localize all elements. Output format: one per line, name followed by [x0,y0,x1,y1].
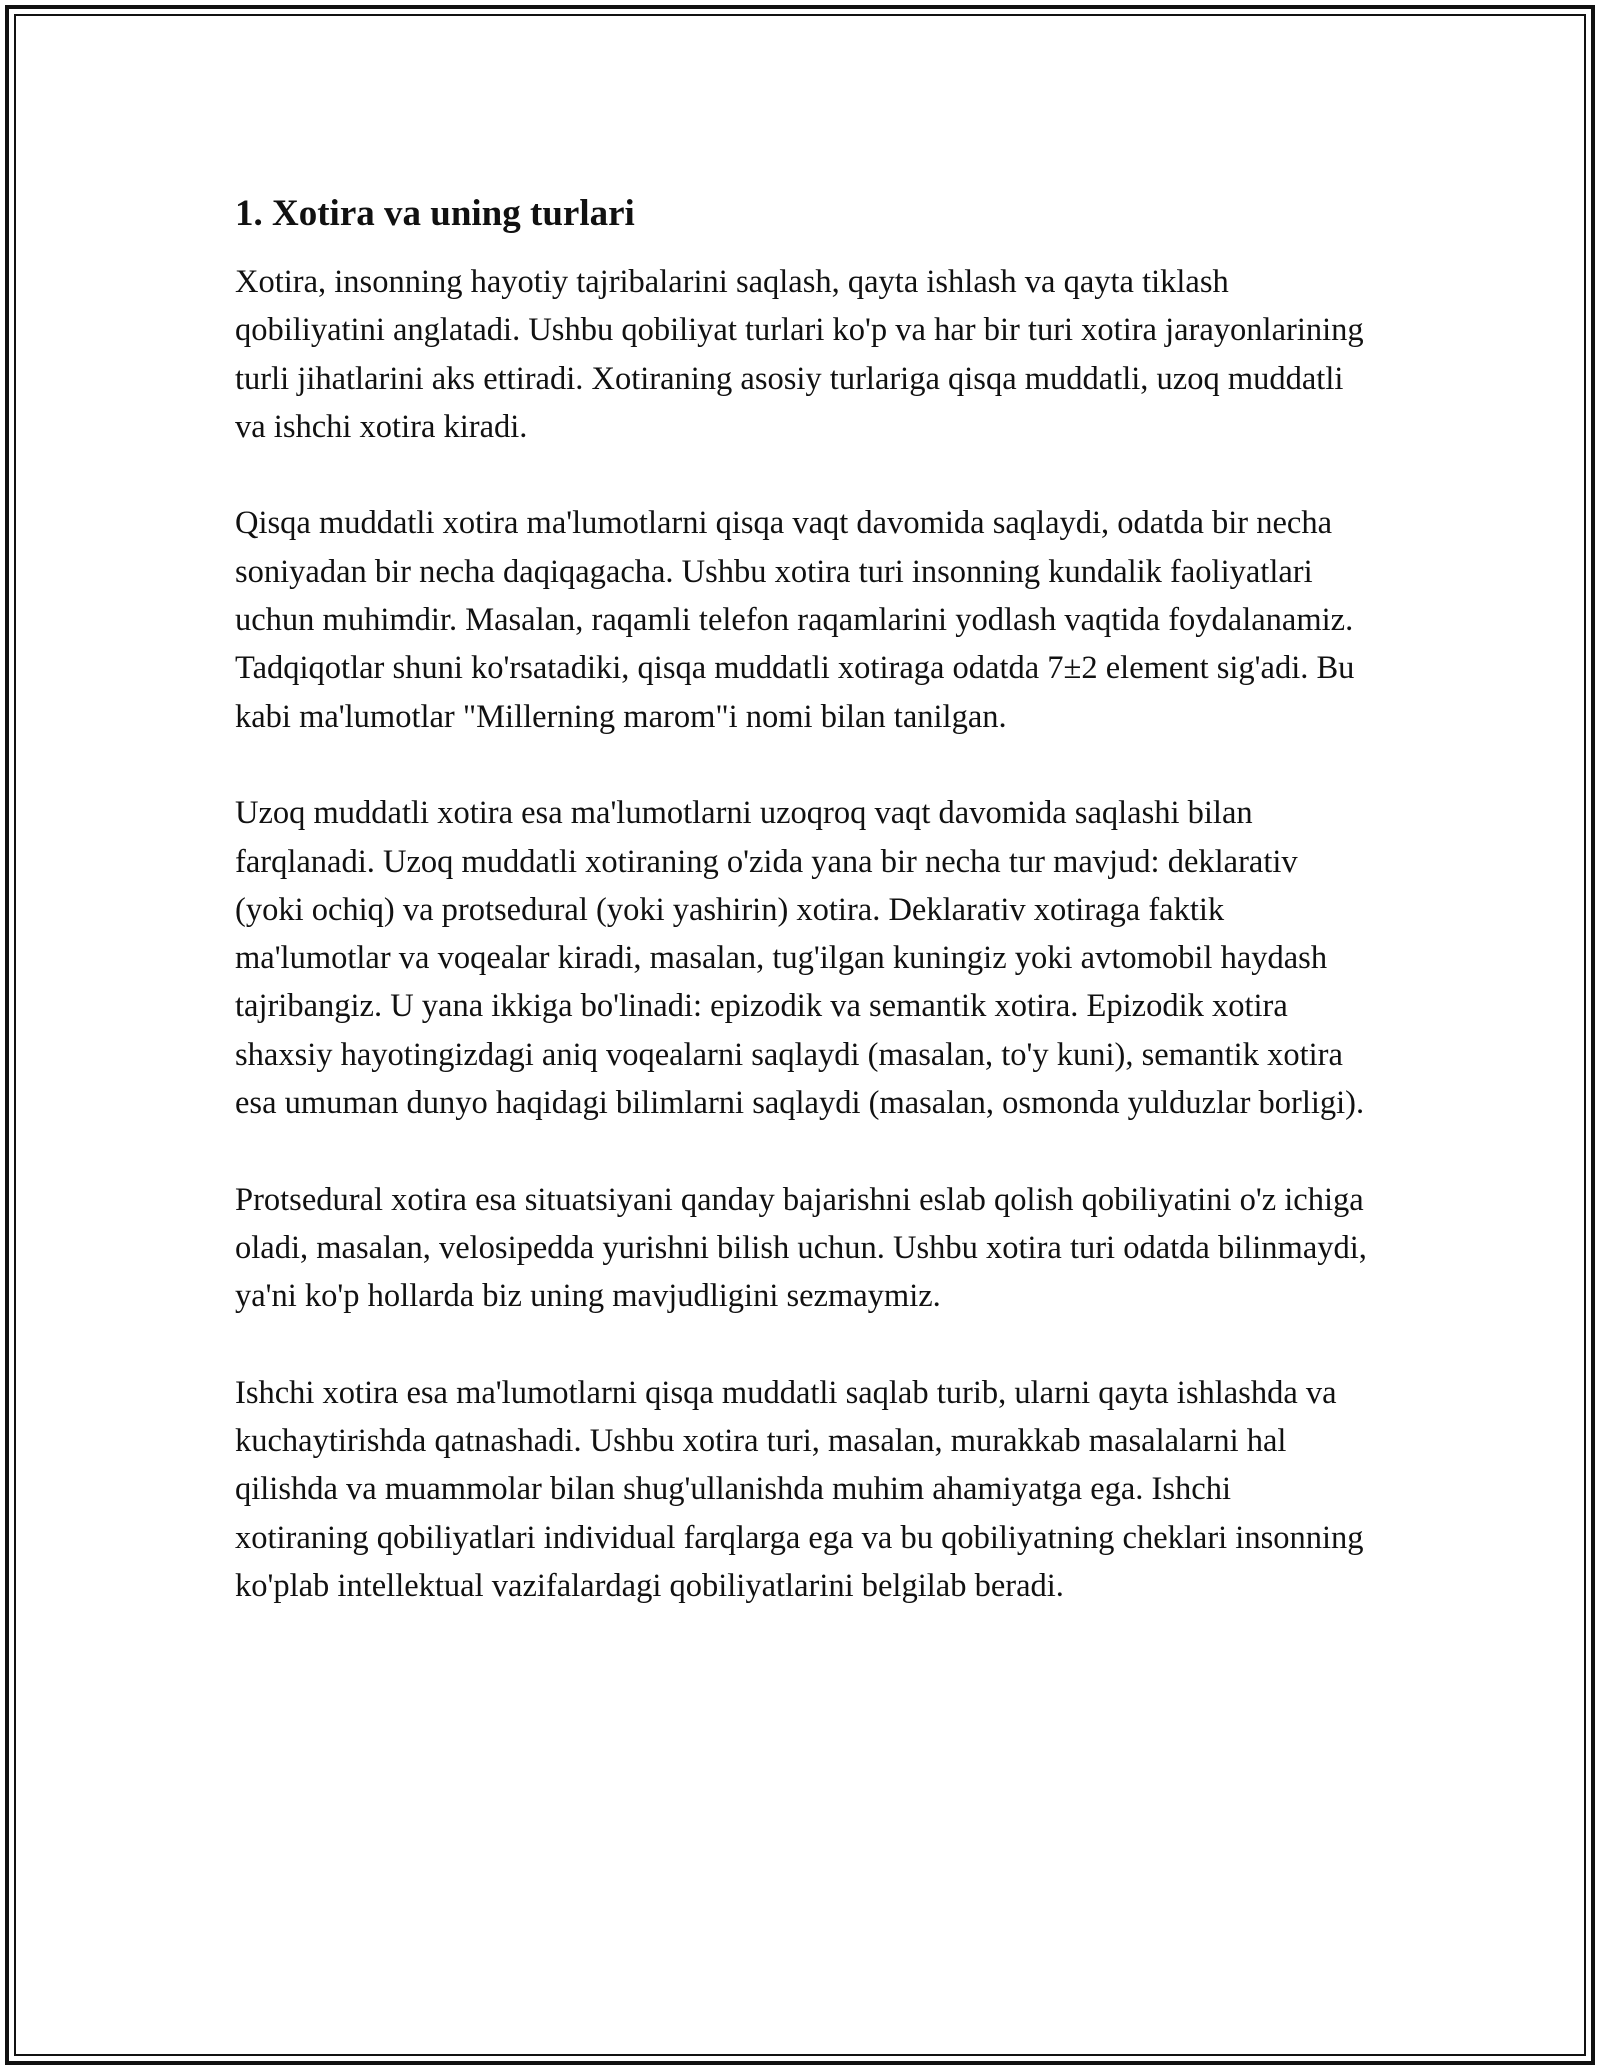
paragraph-intro: Xotira, insonning hayotiy tajribalarini saqlash, qayta ishlash va qayta tiklash qobiliyatini anglatadi. Ushbu qobiliyat turlari ko'p va har bir turi xotira jarayonlarining turli jihatlarini aks ettiradi. Xotiraning asosiy turlariga qisqa muddatli, uzoq muddatli va ishchi xotira kiradi. [235,264,1364,445]
paragraph-working-memory: Ishchi xotira esa ma'lumotlarni qisqa muddatli saqlab turib, ularni qayta ishlashda va kuchaytirishda qatnashadi. Ushbu xotira turi, masalan, murakkab masalalarni hal qilishda va muammolar bilan shug'ullanishda muhim ahamiyatga ega. Ishchi xotiraning qobiliyatlari individual farqlarga ega va bu qobiliyatning cheklari insonning ko'plab intellektual vazifalardagi qobiliyatlarini belgilab beradi. [235,1374,1364,1605]
section-heading: 1. Xotira va uning turlari [235,193,635,234]
paragraph-procedural-memory: Protsedural xotira esa situatsiyani qanday bajarishni eslab qolish qobiliyatini o'z ichiga oladi, masalan, velosipedda yurishni bilish uchun. Ushbu xotira turi odatda bilinmaydi, ya'ni ko'p hollarda biz uning mavjudligini sezmaymiz. [235,1181,1367,1315]
paragraph-long-term-memory: Uzoq muddatli xotira esa ma'lumotlarni uzoqroq vaqt davomida saqlashi bilan farqlanadi. Uzoq muddatli xotiraning o'zida yana bir necha tur mavjud: deklarativ (yoki ochiq) va protsedural (yoki yashirin) xotira. Deklarativ xotiraga faktik ma'lumotlar va voqealar kiradi, masalan, tug'ilgan kuningiz yoki avtomobil haydash tajribangiz. U yana ikkiga bo'linadi: epizodik va semantik xotira. Epizodik xotira shaxsiy hayotingizdagi aniq voqealarni saqlaydi (masalan, to'y kuni), semantik xotira esa umuman dunyo haqidagi bilimlarni saqlaydi (masalan, osmonda yulduzlar borligi). [235,795,1365,1122]
paragraph-short-term-memory: Qisqa muddatli xotira ma'lumotlarni qisqa vaqt davomida saqlaydi, odatda bir necha soniyadan bir necha daqiqagacha. Ushbu xotira turi insonning kundalik faoliyatlari uchun muhimdir. Masalan, raqamli telefon raqamlarini yodlash vaqtida foydalanamiz. Tadqiqotlar shuni ko'rsatadiki, qisqa muddatli xotiraga odatda 7±2 element sig'adi. Bu kabi ma'lumotlar "Millerning marom"i nomi bilan tanilgan. [235,505,1355,735]
document-body [235,188,1370,1610]
